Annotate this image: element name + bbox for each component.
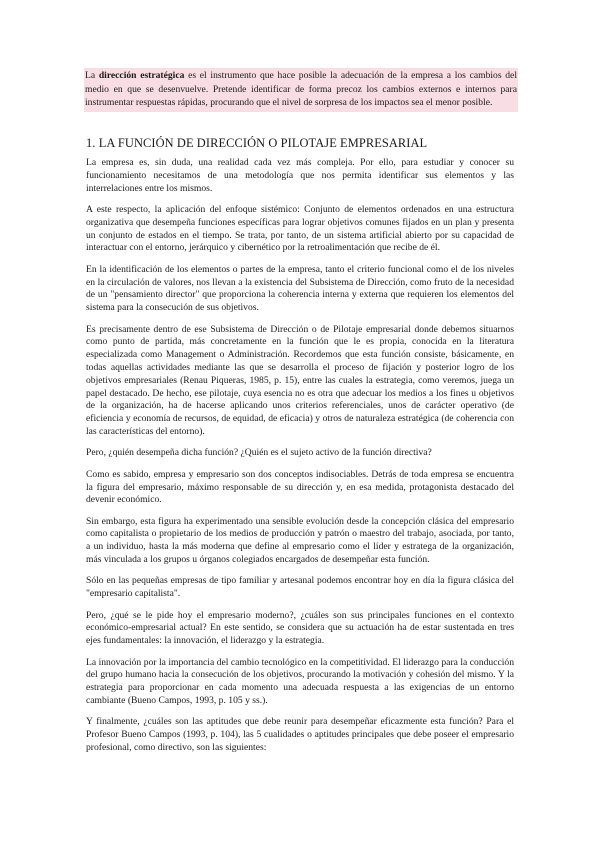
body-text xyxy=(86,157,514,763)
paragraph: Pero, ¿qué se le pide hoy el empresario moderno?, ¿cuáles son sus principales funciones en el contexto económico-empresarial actual? En este sentido, se considera que su actuación ha de estar sustentada en tres ejes fundamentales: la innovación, el liderazgo y la estrategia. xyxy=(86,609,514,647)
intro-text: es el instrumento que hace posible la adecuación de la empresa a los cambios del medio en que se desenvuelve. Pretende identificar de forma precoz los cambios externos e internos para instrumentar respuestas rápidas, procurando que el nivel de sorpresa de los impactos sea el menor posible. xyxy=(85,70,517,109)
intro-prefix: La xyxy=(85,70,99,81)
paragraph: Sólo en las pequeñas empresas de tipo familiar y artesanal podemos encontrar hoy en día la figura clásica del "empresario capitalista". xyxy=(86,575,514,600)
paragraph: La innovación por la importancia del cambio tecnológico en la competitividad. El liderazgo para la conducción del grupo humano hacia la consecución de los objetivos, procurando la motivación y cohesión del mismo. Y la estrategia para proporcionar en cada momento una adecuada respuesta a las exigencias de un entorno cambiante (Bueno Campos, 1993, p. 105 y ss.). xyxy=(86,656,514,707)
paragraph: A este respecto, la aplicación del enfoque sistémico: Conjunto de elementos ordenados en una estructura organizativa que desempeña funciones específicas para lograr objetivos comunes fijados en un plan y presenta un conjunto de estados en el tiempo. Se trata, por tanto, de un sistema artificial abierto por su capacidad de interactuar con el entorno, jerárquico y cibernético por la retroalimentación que recibe de él. xyxy=(86,203,514,254)
paragraph: En la identificación de los elementos o partes de la empresa, tanto el criterio funcional como el de los niveles en la circulación de valores, nos llevan a la existencia del Subsistema de Dirección, como fruto de la necesidad de un "pensamiento director" que proporciona la coherencia interna y externa que requieren los elementos del sistema para la consecución de sus objetivos. xyxy=(86,263,514,314)
intro-bold-term: dirección estratégica xyxy=(98,70,185,81)
paragraph: Sin embargo, esta figura ha experimentado una sensible evolución desde la concepción clásica del empresario como capitalista o propietario de los medios de producción y patrón o maestro del trabajo, asociada, por tanto, a un individuo, hasta la más moderna que define al empresario como el líder y estratega de la organización, más vinculada a los grupos u órganos colegiados encargados de desempeñar esta función. xyxy=(86,515,514,566)
paragraph: Como es sabido, empresa y empresario son dos conceptos indisociables. Detrás de toda empresa se encuentra la figura del empresario, máximo responsable de su dirección y, en esa medida, protagonista destacado del devenir económico. xyxy=(86,468,514,506)
highlighted-definition xyxy=(84,68,518,112)
paragraph: Es precisamente dentro de ese Subsistema de Dirección o de Pilotaje empresarial donde debemos situarnos como punto de partida, más concretamente en la función que le es propia, conocida en la literatura especializada como Management o Administración. Recordemos que esta función consiste, básicamente, en todas aquellas actividades mediante las que se desarrolla el proceso de fijación y posterior logro de los objetivos empresariales (Renau Piqueras, 1985, p. 15), entre las cuales la estrategia, como veremos, juega un papel destacado. De hecho, ese pilotaje, cuya esencia no es otra que adecuar los medios a los fines u objetivos de la organización, ha de hacerse aplicando unos criterios referenciales, unos de carácter operativo (de eficiencia y economía de recursos, de equidad, de eficacia) y otros de naturaleza estratégica (de coherencia con las características del entorno). xyxy=(86,323,514,437)
paragraph: Pero, ¿quién desempeña dicha función? ¿Quién es el sujeto activo de la función directiva? xyxy=(86,447,432,459)
paragraph: Y finalmente, ¿cuáles son las aptitudes que debe reunir para desempeñar eficazmente esta función? Para el Profesor Bueno Campos (1993, p. 104), las 5 cualidades o aptitudes principales que debe poseer el empresario profesional, como directivo, son las siguientes: xyxy=(86,716,514,754)
paragraph: La empresa es, sin duda, una realidad cada vez más compleja. Por ello, para estudiar y conocer su funcionamiento necesitamos de una metodología que nos permita identificar sus elementos y las interrelaciones entre los mismos. xyxy=(86,157,514,194)
section-heading: 1. LA FUNCIÓN DE DIRECCIÓN O PILOTAJE EMPRESARIAL xyxy=(86,136,428,150)
